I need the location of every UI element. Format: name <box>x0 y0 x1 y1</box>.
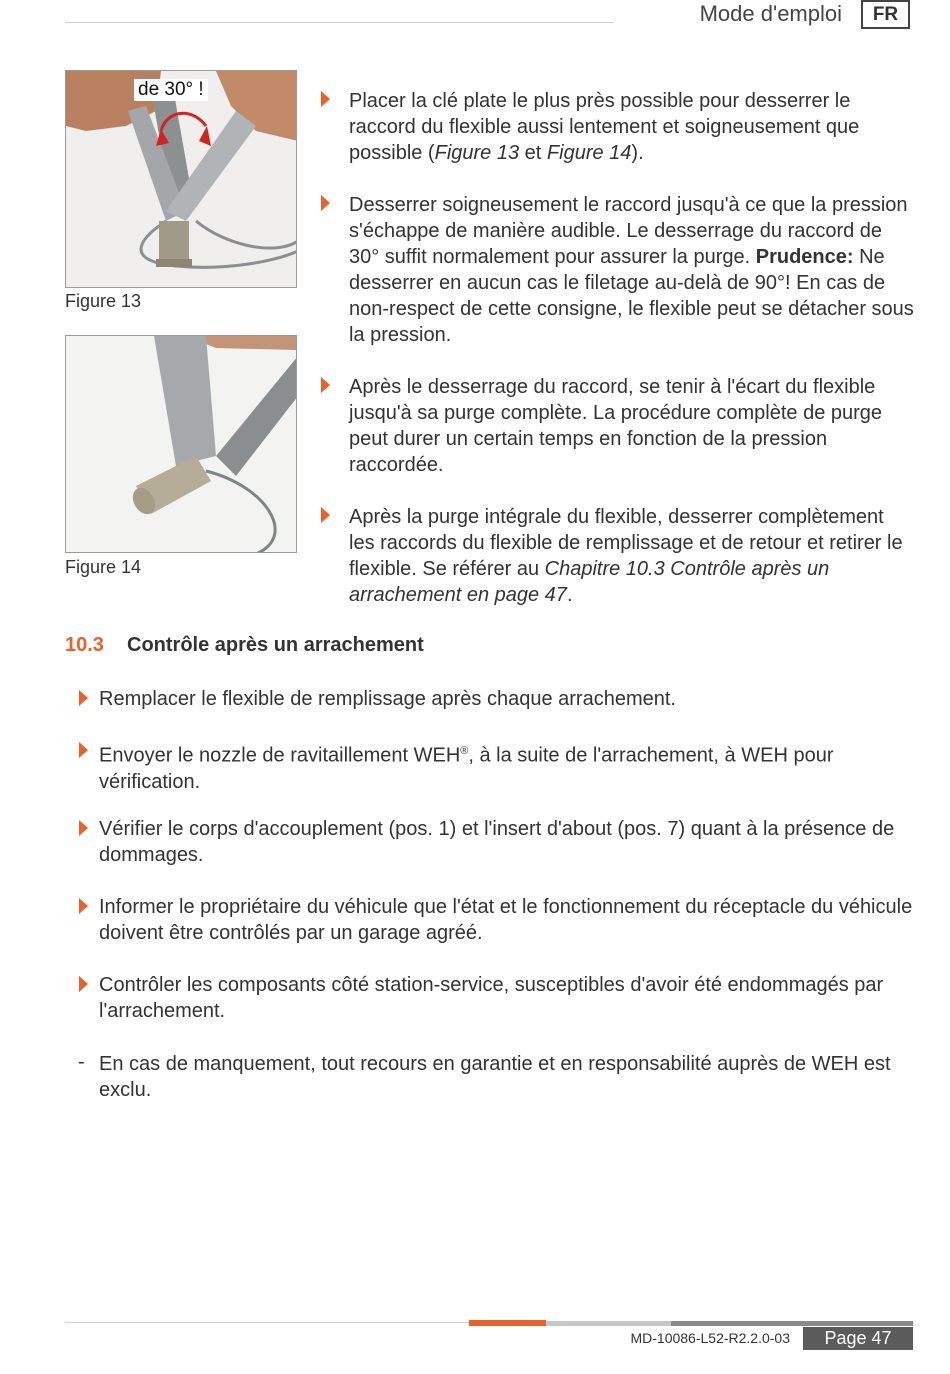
figure-13-annotation: de 30° ! <box>134 79 208 101</box>
bullet-text: Placer la clé plate le plus près possible pour desserrer le raccord du flexible aussi lentement et soigneusement que possible ( <box>349 90 860 164</box>
header-rule <box>65 22 614 23</box>
wrench-fitting-photo <box>66 336 297 553</box>
footer-light-bar <box>546 1321 671 1326</box>
warranty-exclusion: En cas de manquement, tout recours en garantie et en responsabilité auprès de WEH est exclu. <box>99 1053 891 1101</box>
bullet-arrow-icon <box>79 898 88 914</box>
bullet-send-nozzle <box>99 738 914 795</box>
bullet-arrow-icon <box>321 377 330 393</box>
footer-accent-bar <box>469 1320 546 1326</box>
figure-14-reference: Figure 14 <box>546 142 632 164</box>
bullet-text: et <box>519 142 547 164</box>
page-number: Page 47 <box>803 1327 913 1350</box>
bullet-text: Desserrer soigneusement le raccord jusqu'à ce que la pression s'échappe de manière audible. Le desserrage du raccord de 30° suffit normalement pour assurer la purge. <box>349 194 908 268</box>
caution-label: Prudence: <box>755 246 854 268</box>
bullet-wrench-placement <box>349 88 914 166</box>
bullet-arrow-icon <box>79 742 88 758</box>
bullet-text: Après la purge intégrale du flexible, desserrer complètement les raccords du flexible de remplissage et de retour et retirer le flexible. Se référer au <box>349 506 903 580</box>
bullet-inform-owner: Informer le propriétaire du véhicule que l'état et le fonctionnement du réceptacle du véhicule doivent être contrôlés par un garage agréé. <box>99 896 913 944</box>
section-title: Contrôle après un arrachement <box>127 634 424 656</box>
header-title: Mode d'emploi <box>699 1 842 26</box>
bullet-arrow-icon <box>79 690 88 706</box>
bullet-text: . <box>566 584 573 606</box>
bullet-text: Envoyer le nozzle de ravitaillement WEH <box>99 744 461 767</box>
figure-14-image <box>65 335 297 553</box>
figure-13-caption: Figure 13 <box>65 291 142 311</box>
bullet-text: , à la suite de l'arrachement, à WEH pour vérification. <box>99 744 834 793</box>
bullet-arrow-icon <box>321 91 330 107</box>
bullet-check-coupling: Vérifier le corps d'accouplement (pos. 1) et l'insert d'about (pos. 7) quant à la présence de dommages. <box>99 818 895 866</box>
bullet-check-station: Contrôler les composants côté station-service, susceptibles d'avoir été endommagés par l'arrachement. <box>99 974 884 1022</box>
wrench-loosening-photo <box>66 71 297 288</box>
bullet-stand-clear: Après le desserrage du raccord, se tenir à l'écart du flexible jusqu'à sa purge complète. La procédure complète de purge peut durer un certain temps en fonction de la pression raccordée. <box>349 376 883 476</box>
bullet-text: Ne desserrer en aucun cas le filetage au-delà de 90°! En cas de non-respect de cette consigne, le flexible peut se détacher sous la pression. <box>349 246 914 346</box>
bullet-arrow-icon <box>79 976 88 992</box>
section-number: 10.3 <box>65 634 104 656</box>
document-id: MD-10086-L52-R2.2.0-03 <box>630 1330 790 1346</box>
bullet-remove-hose <box>349 504 914 608</box>
chapter-reference: Chapitre 10.3 Contrôle après un arrachement en page 47 <box>349 558 830 606</box>
bullet-arrow-icon <box>79 820 88 836</box>
footer-dark-bar <box>671 1321 913 1326</box>
bullet-arrow-icon <box>321 195 330 211</box>
bullet-arrow-icon <box>321 507 330 523</box>
figure-13-image <box>65 70 297 288</box>
bullet-replace-hose: Remplacer le flexible de remplissage après chaque arrachement. <box>99 688 676 710</box>
bullet-text: ). <box>631 142 644 164</box>
figure-13-reference: Figure 13 <box>434 142 520 164</box>
bullet-loosen-fitting <box>349 192 914 348</box>
dash-marker: - <box>78 1051 85 1073</box>
language-badge: FR <box>861 0 910 29</box>
registered-mark: ® <box>460 745 469 757</box>
figure-14-caption: Figure 14 <box>65 557 142 577</box>
